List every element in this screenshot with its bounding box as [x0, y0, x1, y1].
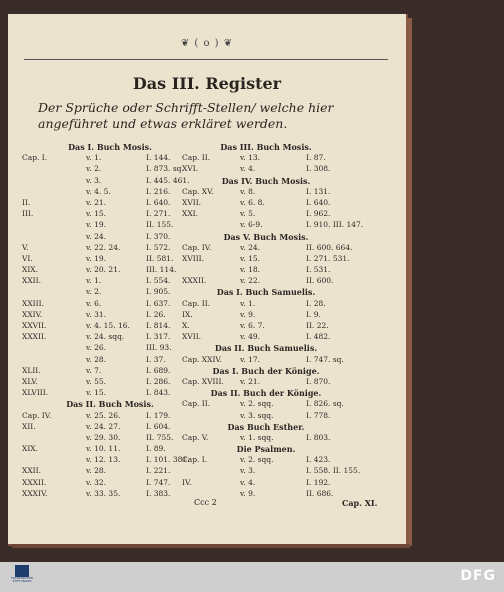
index-entry — [22, 466, 198, 477]
entry-reference: II. 600. — [306, 276, 334, 286]
section-heading: Das I. Buch der Könige. — [212, 365, 320, 376]
header-rule — [24, 59, 388, 60]
section-heading: Das IV. Buch Mosis. — [221, 175, 311, 186]
entry-verse: v. 6. — [86, 298, 102, 308]
index-entry — [182, 153, 350, 164]
catchword: Ccc 2 — [194, 498, 217, 507]
entry-chapter: IX. — [182, 309, 193, 319]
entry-reference: I. 271. — [146, 209, 171, 219]
entry-reference: I. 640. — [146, 197, 171, 207]
entry-chapter: XVII. — [182, 197, 202, 207]
entry-reference: I. 826. sq. — [306, 399, 344, 409]
index-entry — [182, 478, 350, 489]
section-heading: Das II. Buch der Könige. — [210, 388, 322, 399]
entry-chapter: XLVIII. — [22, 388, 49, 398]
entry-verse: v. 7. — [86, 365, 102, 375]
entry-reference: III. 93. — [146, 343, 172, 353]
index-entry — [182, 220, 364, 231]
entry-reference: I. 308. — [306, 164, 331, 174]
entry-reference: I. 192. — [306, 477, 331, 487]
left-index-column — [22, 142, 198, 500]
entry-verse: v. 33. 35. — [86, 488, 121, 498]
bottom-bar — [0, 562, 504, 592]
entry-chapter: II. — [22, 197, 31, 207]
index-entry — [22, 265, 198, 276]
entry-verse: v. 12. 13. — [86, 455, 121, 465]
entry-reference: I. 423. — [306, 455, 331, 465]
index-entry — [182, 355, 350, 366]
entry-verse: v. 4. — [240, 477, 256, 487]
entry-reference: II. 755. — [146, 432, 174, 442]
index-entry — [22, 299, 198, 310]
entry-verse: v. 9. — [240, 488, 256, 498]
entry-chapter: XVII. — [182, 332, 202, 342]
index-entry — [22, 444, 198, 455]
entry-chapter: XXVII. — [22, 321, 47, 330]
index-entry — [22, 377, 198, 388]
document-page — [8, 14, 406, 544]
section-heading: Das Buch Esther. — [227, 421, 305, 432]
entry-verse: v. 21. — [86, 197, 107, 207]
index-entry — [22, 198, 198, 209]
entry-chapter: XXXII. — [22, 332, 47, 342]
entry-chapter: Cap. V. — [182, 432, 209, 442]
entry-reference: I. 962. — [306, 209, 331, 219]
entry-chapter: XXXIV. — [22, 488, 48, 498]
entry-chapter: XXII. — [22, 276, 41, 286]
entry-verse: v. 9. — [240, 309, 256, 319]
entry-reference: I. 531. — [306, 265, 331, 275]
section-heading: Das III. Buch Mosis. — [220, 142, 312, 152]
index-entry — [22, 232, 198, 243]
entry-verse: v. 2. sqq. — [240, 399, 274, 409]
entry-reference: I. 370. — [146, 231, 171, 241]
entry-reference: I. 640. — [306, 197, 331, 207]
entry-chapter: XXIV. — [22, 309, 43, 319]
index-entry — [182, 399, 350, 410]
entry-verse: v. 31. — [86, 309, 107, 319]
entry-chapter: XVI. — [182, 164, 199, 174]
entry-reference: I. 221. — [146, 466, 171, 476]
entry-reference: I. 843. — [146, 388, 171, 398]
entry-verse: v. 24. — [240, 242, 261, 252]
entry-reference: I. 131. — [306, 186, 331, 196]
index-entry — [182, 299, 350, 310]
index-entry — [22, 243, 198, 254]
index-entry — [182, 265, 350, 276]
entry-reference: I. 37. — [146, 354, 166, 364]
entry-reference: II. 600. 664. — [306, 242, 353, 252]
entry-chapter: X. — [182, 321, 190, 330]
entry-verse: v. 3. sqq. — [240, 410, 274, 420]
section-heading: Das II. Buch Mosis. — [66, 399, 154, 410]
entry-chapter: III. — [22, 209, 34, 219]
institution-logo — [4, 565, 40, 589]
index-entry — [22, 388, 198, 399]
entry-verse: v. 19. — [86, 220, 107, 230]
index-entry — [22, 276, 198, 287]
entry-verse: v. 32. — [86, 477, 107, 487]
entry-verse: v. 15. — [86, 388, 107, 398]
index-entry — [182, 455, 350, 466]
index-entry — [182, 164, 350, 175]
index-entry — [182, 466, 361, 477]
entry-chapter: V. — [22, 242, 29, 252]
entry-verse: v. 13. — [240, 153, 261, 163]
entry-verse: v. 19. — [86, 253, 107, 263]
index-entry — [22, 153, 198, 164]
entry-chapter: VI. — [22, 253, 33, 263]
entry-verse: v. 22. — [240, 276, 261, 286]
entry-reference: I. 286. — [146, 376, 171, 386]
entry-reference: I. 910. III. 147. — [306, 220, 364, 230]
entry-verse: v. 18. — [240, 265, 261, 275]
entry-reference: I. 572. — [146, 242, 171, 252]
entry-chapter: XIX. — [22, 444, 39, 454]
entry-chapter: Cap. II. — [182, 153, 211, 163]
entry-verse: v. 1. — [86, 153, 102, 163]
entry-verse: v. 6-9. — [240, 220, 263, 230]
entry-chapter: XXXII. — [22, 477, 47, 487]
index-entry — [22, 455, 198, 466]
entry-reference: II. 686. — [306, 488, 334, 498]
entry-verse: v. 20. 21. — [86, 265, 121, 275]
index-entry — [22, 332, 198, 343]
entry-verse: v. 15. — [240, 253, 261, 263]
entry-chapter: XXII. — [22, 466, 41, 476]
entry-verse: v. 4. — [240, 164, 256, 174]
entry-reference: I. 803. — [306, 432, 331, 442]
entry-chapter: XVIII. — [182, 253, 205, 263]
entry-reference: I. 28. — [306, 298, 326, 308]
entry-reference: I. 216. — [146, 186, 171, 196]
index-entry — [22, 209, 198, 220]
entry-reference: I. 604. — [146, 421, 171, 431]
index-entry — [22, 287, 198, 298]
entry-reference: I. 558. II. 155. — [306, 466, 361, 476]
entry-chapter: XLII. — [22, 365, 41, 375]
index-entry — [22, 489, 198, 500]
entry-reference: I. 747. — [146, 477, 171, 487]
index-entry — [182, 411, 350, 422]
entry-verse: v. 26. — [86, 343, 107, 353]
entry-chapter: Cap. IV. — [182, 242, 212, 252]
entry-reference: I. 554. — [146, 276, 171, 286]
entry-reference: I. 144. — [146, 153, 171, 163]
page-subtitle: Der Sprüche oder Schrifft-Stellen/ welche hier angeführet und etwas erkläret werden. — [38, 100, 334, 131]
entry-verse: v. 25. 26. — [86, 410, 121, 420]
entry-verse: v. 1. — [240, 298, 256, 308]
index-entry — [22, 422, 198, 433]
entry-verse: v. 2. — [86, 164, 102, 174]
entry-reference: I. 814. — [146, 321, 171, 330]
section-heading: Das I. Buch Mosis. — [68, 142, 152, 152]
entry-verse: v. 1. sqq. — [240, 432, 274, 442]
entry-reference: I. 101. 381. — [146, 455, 190, 465]
entry-reference: I. 689. — [146, 365, 171, 375]
page-edge — [406, 18, 412, 546]
entry-verse: v. 5. — [240, 209, 256, 219]
entry-chapter: Cap. I. — [182, 455, 208, 465]
entry-reference: III. 114. — [146, 265, 177, 275]
entry-chapter: XLV. — [22, 376, 38, 386]
entry-chapter: Cap. IV. — [22, 410, 52, 420]
entry-verse: v. 21. — [240, 376, 261, 386]
entry-reference: I. 637. — [146, 298, 171, 308]
entry-verse: v. 3. — [86, 175, 102, 185]
index-entry — [22, 321, 198, 332]
header-ornament: ❦ ( o ) ❦ — [180, 38, 234, 49]
entry-verse: v. 2. — [86, 287, 102, 297]
index-entry — [182, 321, 350, 332]
entry-reference: I. 873. sq. — [146, 164, 184, 174]
index-entry — [22, 366, 198, 377]
entry-reference: I. 778. — [306, 410, 331, 420]
entry-verse: v. 8. — [240, 186, 256, 196]
entry-chapter: XXXII. — [182, 276, 207, 286]
entry-verse: v. 4. 5. — [86, 186, 111, 196]
entry-verse: v. 4. 15. 16. — [86, 321, 130, 330]
entry-reference: II. 22. — [306, 321, 329, 330]
entry-chapter: Cap. II. — [182, 399, 211, 409]
index-entry — [22, 433, 198, 444]
entry-reference: II. 155. — [146, 220, 174, 230]
index-entry — [22, 187, 198, 198]
entry-verse: v. 49. — [240, 332, 261, 342]
entry-chapter: IV. — [182, 477, 192, 487]
index-entry — [182, 377, 350, 388]
entry-verse: v. 17. — [240, 354, 261, 364]
entry-verse: v. 2. sqq. — [240, 455, 274, 465]
index-entry — [22, 176, 198, 187]
signature: Cap. XI. — [342, 498, 378, 508]
entry-chapter: Cap. XVIII. — [182, 376, 224, 386]
entry-reference: I. 89. — [146, 444, 166, 454]
entry-chapter: XXIII. — [22, 298, 44, 308]
entry-verse: v. 28. — [86, 354, 107, 364]
entry-verse: v. 24. 27. — [86, 421, 121, 431]
entry-chapter: Cap. II. — [182, 298, 211, 308]
entry-verse: v. 29. 30. — [86, 432, 121, 442]
entry-reference: I. 26. — [146, 309, 166, 319]
section-heading: Die Psalmen. — [236, 444, 296, 455]
entry-reference: I. 905. — [146, 287, 171, 297]
entry-chapter: XXI. — [182, 209, 199, 219]
entry-verse: v. 24. sqq. — [86, 332, 125, 342]
entry-reference: I. 9. — [306, 309, 321, 319]
entry-verse: v. 6. 8. — [240, 197, 265, 207]
index-entry — [182, 433, 350, 444]
entry-chapter: XII. — [22, 421, 36, 431]
section-heading: Das II. Buch Samuelis. — [214, 343, 318, 354]
entry-reference: I. 179. — [146, 410, 171, 420]
entry-reference: I. 445. 461. — [146, 175, 190, 185]
entry-reference: I. 383. — [146, 488, 171, 498]
entry-verse: v. 3. — [240, 466, 256, 476]
entry-chapter: XIX. — [22, 265, 39, 275]
index-entry — [182, 198, 350, 209]
entry-verse: v. 28. — [86, 466, 107, 476]
section-heading: Das V. Buch Mosis. — [223, 231, 309, 242]
index-entry — [182, 254, 350, 265]
index-entry — [182, 332, 350, 343]
page-title: Das III. Register — [132, 74, 282, 93]
index-entry — [182, 310, 350, 321]
page-bottom-edge — [12, 544, 410, 548]
logo-text: FRANCKESCHE STIFTUNGEN — [10, 576, 34, 583]
entry-reference: I. 870. — [306, 376, 331, 386]
entry-verse: v. 6. 7. — [240, 321, 265, 330]
index-entry — [22, 220, 198, 231]
entry-verse: v. 10. 11. — [86, 444, 121, 454]
right-index-column — [182, 142, 364, 500]
index-entry — [22, 478, 198, 489]
index-entry — [182, 276, 350, 287]
index-entry — [182, 187, 350, 198]
entry-verse: v. 15. — [86, 209, 107, 219]
entry-verse: v. 55. — [86, 376, 107, 386]
entry-reference: II. 581. — [146, 253, 174, 263]
entry-reference: I. 317. — [146, 332, 171, 342]
index-entry — [22, 411, 198, 422]
entry-chapter: Cap. XV. — [182, 186, 214, 196]
entry-reference: I. 482. — [306, 332, 331, 342]
entry-chapter: Cap. XXIV. — [182, 354, 222, 364]
entry-reference: I. 747. sq. — [306, 354, 344, 364]
entry-chapter: Cap. I. — [22, 153, 48, 163]
index-entry — [22, 355, 198, 366]
index-entry — [22, 254, 198, 265]
index-entry — [22, 343, 198, 354]
entry-reference: I. 87. — [306, 153, 326, 163]
index-entry — [182, 242, 353, 254]
index-entry — [22, 310, 198, 321]
entry-verse: v. 1. — [86, 276, 102, 286]
entry-verse: v. 24. — [86, 231, 107, 241]
section-heading: Das I. Buch Samuelis. — [216, 287, 316, 298]
dfg-logo: DFG — [460, 568, 496, 584]
entry-reference: I. 271. 531. — [306, 253, 350, 263]
index-entry — [22, 164, 198, 175]
index-entry — [182, 209, 350, 220]
entry-verse: v. 22. 24. — [86, 242, 121, 252]
